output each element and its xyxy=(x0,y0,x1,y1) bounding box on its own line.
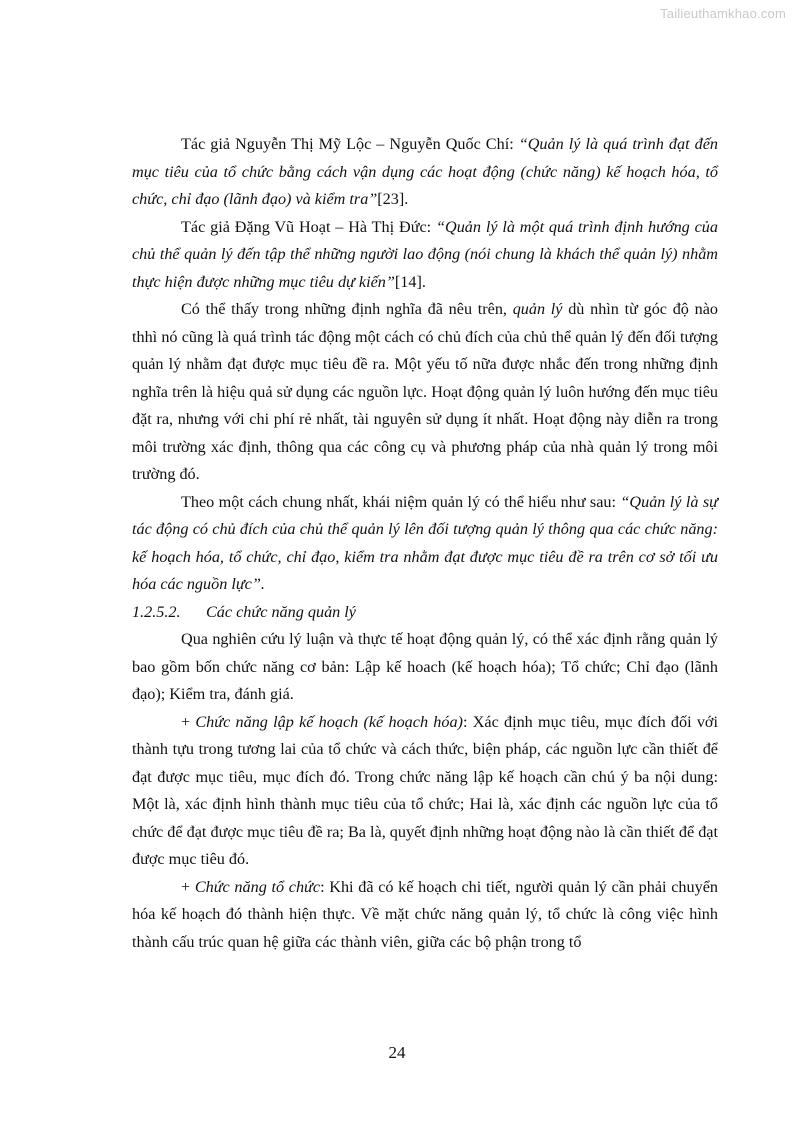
paragraph-general-definition xyxy=(132,489,718,599)
paragraph-text: Theo một cách chung nhất, khái niệm quản lý có thể hiểu như sau: xyxy=(181,492,621,511)
paragraph-text: + xyxy=(181,877,195,896)
function-name: Chức năng tổ chức xyxy=(194,877,321,896)
paragraph-text: Có thể thấy trong những định nghĩa đã nêu trên, xyxy=(181,300,513,318)
paragraph-text: Tác giả Nguyễn Thị Mỹ Lộc – Nguyễn Quốc Chí: xyxy=(181,135,519,153)
document-body xyxy=(132,131,718,956)
quote-text: “Quản lý là một quá trình định hướng của chủ thể quản lý đến tập thể những người lao động (nói chung là khách thể quản lý) nhằm thực hiện được những mục tiêu dự kiến” xyxy=(132,217,718,291)
paragraph-definition-loc-chi xyxy=(132,131,718,214)
quote-text: “Quản lý là sự tác động có chủ đích của chủ thể quản lý lên đối tượng quản lý thông qua các chức năng: kế hoạch hóa, tổ chức, chỉ đạo, kiểm tra nhằm đạt được mục tiêu đề ra trên cơ sở tối ưu hóa các nguồn lực”. xyxy=(132,492,718,593)
paragraph-text: + xyxy=(181,712,196,731)
paragraph-planning-function xyxy=(132,709,718,874)
emphasis-text: quản lý xyxy=(512,300,563,318)
paragraph-text: : Khi đã có kế hoạch chi tiết, người quản lý cần phải chuyển hóa kế hoạch đó thành hiện thực. Về mặt chức năng quản lý, tổ chức là công việc hình thành cấu trúc quan hệ giữa các thành viên, giữa các bộ phận trong tổ xyxy=(132,877,718,951)
paragraph-text: dù nhìn từ góc độ nào thhì nó cũng là quá trình tác động một cách có chủ đích của chủ thể quản lý đến đối tượng quản lý nhằm đạt được mục tiêu đề ra. Một yếu tố nữa được nhắc đến trong những định nghĩa trên là hiệu quả sử dụng các nguồn lực. Hoạt động quản lý luôn hướng đến mục tiêu đặt ra, nhưng với chi phí rẻ nhất, tài nguyên sử dụng ít nhất. Hoạt động này diễn ra trong môi trường xác định, thông qua các công cụ và phương pháp của nhà quản lý trong môi trường đó. xyxy=(132,300,718,483)
section-title: Các chức năng quản lý xyxy=(206,602,356,621)
section-heading xyxy=(132,599,718,627)
function-name: Chức năng lập kế hoạch (kế hoạch hóa) xyxy=(195,712,463,731)
citation: [14]. xyxy=(394,272,426,291)
watermark: Tailieuthamkhao.com xyxy=(660,6,786,21)
paragraph-organizing-function xyxy=(132,874,718,957)
paragraph-text: : Xác định mục tiêu, mục đích đối với thành tựu trong tương lai của tổ chức và cách thức, biện pháp, các nguồn lực cần thiết để đạt được mục tiêu, mục đích đó. Trong chức năng lập kế hoạch cần chú ý ba nội dung: Một là, xác định hình thành mục tiêu của tổ chức; Hai là, xác định các nguồn lực của tổ chức để đạt được mục tiêu đề ra; Ba là, quyết định những hoạt động nào là cần thiết để đạt được mục tiêu đó. xyxy=(132,712,718,868)
paragraph-text: Qua nghiên cứu lý luận và thực tế hoạt động quản lý, có thể xác định rằng quản lý bao gồm bốn chức năng cơ bản: Lập kế hoach (kế hoạch hóa); Tổ chức; Chỉ đạo (lãnh đạo); Kiểm tra, đánh giá. xyxy=(132,630,718,703)
section-number: 1.2.5.2. xyxy=(132,602,181,621)
citation: [23]. xyxy=(377,190,409,208)
paragraph-analysis xyxy=(132,296,718,489)
page-number: 24 xyxy=(388,1043,406,1062)
paragraph-functions-intro xyxy=(132,626,718,709)
paragraph-text: Tác giả Đặng Vũ Hoạt – Hà Thị Đức: xyxy=(181,217,436,236)
paragraph-definition-hoat-duc xyxy=(132,214,718,297)
quote-text: “Quản lý là quá trình đạt đến mục tiêu của tổ chức bằng cách vận dụng các hoạt động (chức năng) kế hoạch hóa, tổ chức, chỉ đạo (lãnh đạo) và kiểm tra” xyxy=(132,135,718,208)
